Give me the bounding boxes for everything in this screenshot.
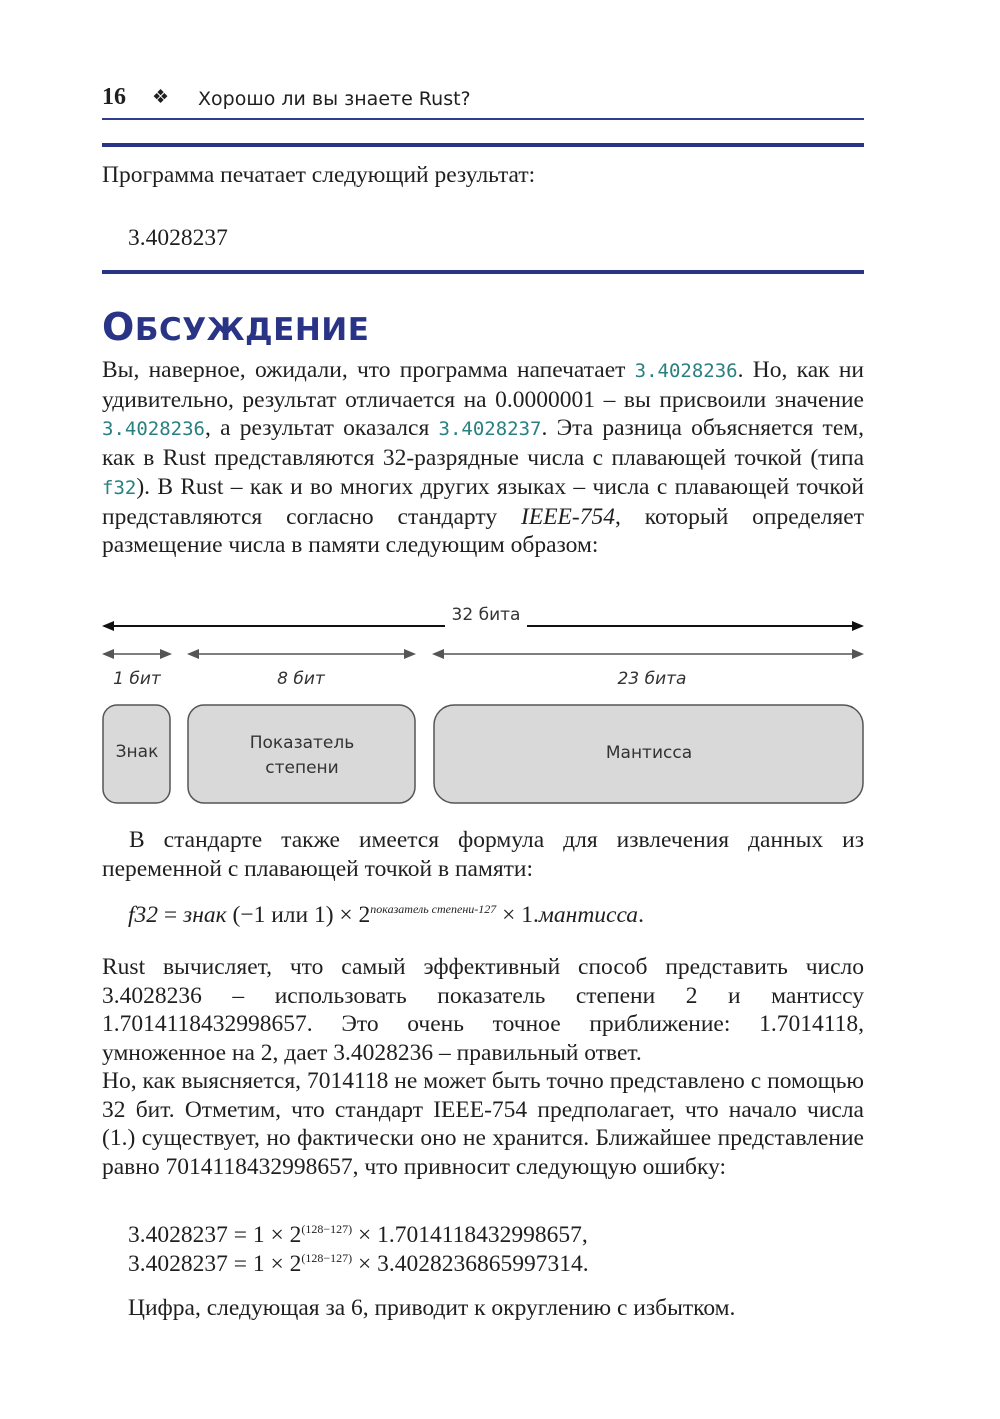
equation-lhs: 3.4028237 = 1 × 2 [128, 1251, 302, 1277]
error-paragraph: Но, как выясняется, 7014118 не может быть точно представлено с помощью 32 бит. Отметим, что стандарт IEEE-754 предполагает, что начало числа (1.) существует, но фактически оно не хранится. Ближайшее представление равно 7014118432998657, что привносит следующую ошибку: [102, 1068, 864, 1181]
text-run: , а результат оказался [204, 415, 439, 442]
formula-sign: знак [183, 902, 227, 928]
text-run: . Но, как ни удивительно, результат отличается на 0.0000001 – вы присвоили значение [102, 357, 864, 413]
text-run: Вы, наверное, ожидали, что программа напечатает [102, 357, 635, 383]
mantissa-bits-label: 23 бита [617, 669, 687, 689]
exponent-field-label-line2: степени [265, 758, 339, 778]
bottom-divider [102, 270, 864, 274]
text-run: . Эта разница объясняется тем, как в Rust представляются 32-разрядные числа с плавающей точкой (типа [102, 415, 864, 472]
equation-exponent: (128−127) [301, 1251, 353, 1266]
text-run: , который определяет размещение числа в памяти следующим образом: [102, 503, 864, 559]
ieee-formula [128, 902, 644, 929]
equation-rhs: × 3.4028236865997314. [352, 1251, 589, 1277]
exponent-bits-label: 8 бит [277, 669, 325, 689]
formula-eq: = [158, 902, 184, 928]
heading-initial: О [102, 305, 135, 349]
sign-bits-label: 1 бит [113, 669, 161, 689]
equation-line [128, 1251, 589, 1278]
equation-rhs: × 1.7014118432998657, [352, 1222, 588, 1248]
formula-exponent: показатель степени-127 [370, 902, 497, 917]
standard-name: IEEE-754 [521, 503, 615, 530]
sign-field-label: Знак [115, 742, 159, 762]
approximation-paragraph: Rust вычисляет, что самый эффективный способ представить число 3.4028236 – использовать показатель степени 2 и мантиссу 1.7014118432998657. Это очень точное приближение: 1.7014118, умноженное на 2, дает 3.4028236 – правильный ответ. [102, 954, 864, 1067]
lead-text: Программа печатает следующий результат: [102, 162, 536, 188]
formula-intro-paragraph: В стандарте также имеется формула для извлечения данных из переменной с плавающей точкой в памяти: [102, 827, 864, 882]
page-number: 16 [102, 84, 126, 110]
float-layout-diagram [0, 595, 1000, 815]
heading-rest: БСУЖДЕНИЕ [134, 312, 370, 348]
ornament-icon: ❖ [152, 87, 170, 108]
code-literal: f32 [102, 476, 137, 499]
formula-times: × 1. [496, 902, 539, 928]
rounding-paragraph: Цифра, следующая за 6, приводит к округлению с избытком. [128, 1295, 736, 1321]
discussion-paragraph [102, 356, 864, 560]
running-title: Хорошо ли вы знаете Rust? [198, 88, 471, 110]
header-rule [102, 118, 864, 120]
equation-exponent: (128−127) [301, 1222, 353, 1237]
equation-line [128, 1222, 588, 1249]
exponent-field-label-line1: Показатель [249, 733, 355, 753]
formula-lhs: f32 [128, 902, 159, 928]
formula-mantissa: мантисса [538, 902, 639, 928]
exponent-box [188, 705, 415, 803]
code-literal: 3.4028236 [102, 418, 205, 441]
formula-end: . [638, 902, 644, 928]
code-literal: 3.4028236 [634, 360, 738, 382]
program-output: 3.4028237 [128, 225, 228, 251]
formula-mid: (−1 или 1) × 2 [226, 902, 371, 928]
mantissa-field-label: Мантисса [605, 743, 693, 763]
top-divider [102, 143, 864, 147]
total-bits-label: 32 бита [451, 605, 521, 625]
section-heading [102, 305, 369, 349]
text-run: ). В Rust – как и во многих других языках – числа с плавающей точкой представляются согласно стандарту [102, 473, 864, 530]
equation-lhs: 3.4028237 = 1 × 2 [128, 1222, 302, 1248]
code-literal: 3.4028237 [438, 418, 542, 441]
